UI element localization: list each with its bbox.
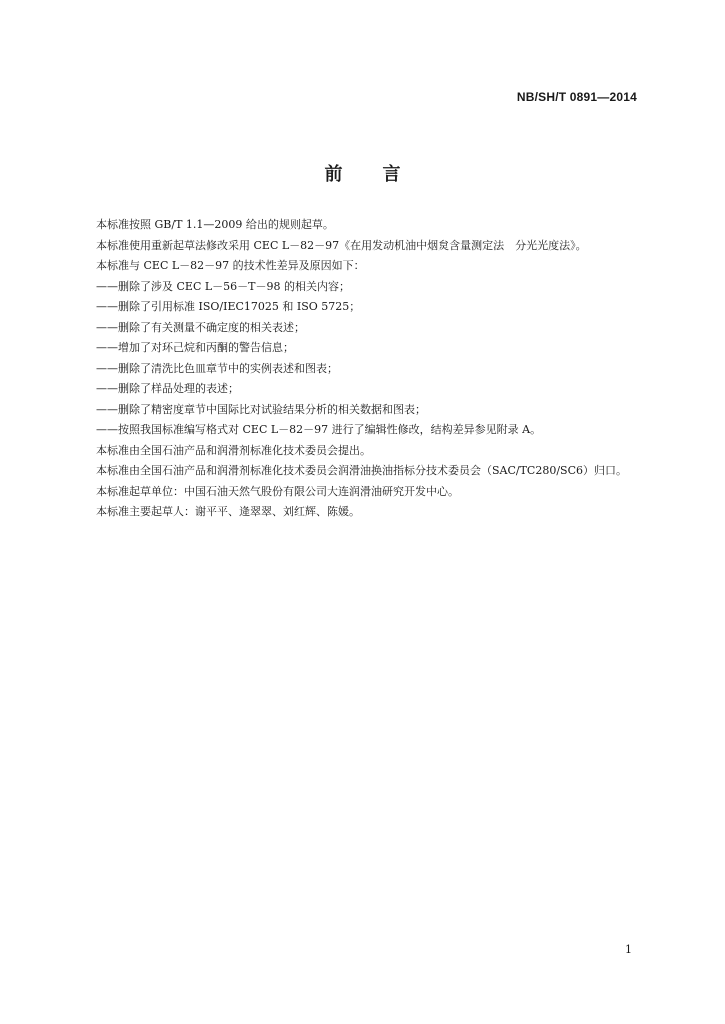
list-item: ——按照我国标准编写格式对 CEC L－82－97 进行了编辑性修改，结构差异参见附录 A。 bbox=[96, 423, 542, 436]
paragraph-drafters: 本标准主要起草人：谢平平、逄翠翠、刘红辉、陈媛。 bbox=[96, 505, 360, 518]
paragraph-proposer: 本标准由全国石油产品和润滑剂标准化技术委员会提出。 bbox=[96, 443, 371, 457]
paragraph-jurisdiction: 本标准由全国石油产品和润滑剂标准化技术委员会润滑油换油指标分技术委员会（SAC/TC280/SC6）归口。 bbox=[96, 464, 628, 477]
list-item: ——删除了引用标准 ISO/IEC17025 和 ISO 5725； bbox=[96, 300, 361, 313]
foreword-body bbox=[72, 215, 652, 523]
page-number: 1 bbox=[625, 943, 632, 956]
standard-code: NB/SH/T 0891—2014 bbox=[516, 90, 637, 104]
list-item: ——删除了有关测量不确定度的相关表述； bbox=[96, 320, 305, 334]
paragraph-differences-intro: 本标准与 CEC L－82－97 的技术性差异及原因如下： bbox=[96, 259, 365, 272]
list-item: ——删除了精密度章节中国际比对试验结果分析的相关数据和图表； bbox=[96, 402, 426, 416]
list-item: ——删除了样品处理的表述； bbox=[96, 382, 239, 395]
paragraph-drafting-rules: 本标准按照 GB/T 1.1—2009 给出的规则起草。 bbox=[96, 218, 334, 231]
list-item: ——删除了涉及 CEC L－56－T－98 的相关内容； bbox=[96, 279, 350, 293]
list-item: ——删除了清洗比色皿章节中的实例表述和图表； bbox=[96, 361, 338, 375]
list-item: ——增加了对环己烷和丙酮的警告信息； bbox=[96, 341, 294, 354]
paragraph-drafting-unit: 本标准起草单位：中国石油天然气股份有限公司大连润滑油研究开发中心。 bbox=[96, 484, 459, 498]
paragraph-adoption: 本标准使用重新起草法修改采用 CEC L－82－97《在用发动机油中烟炱含量测定法 分光光度法》。 bbox=[96, 238, 587, 252]
page-title: 前言 bbox=[324, 164, 441, 185]
